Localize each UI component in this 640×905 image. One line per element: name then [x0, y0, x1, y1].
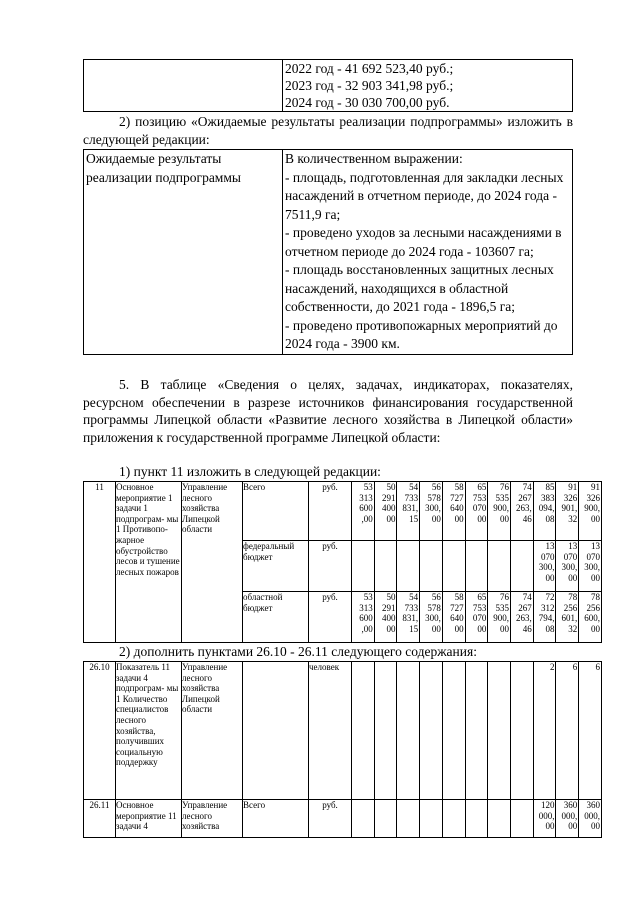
item11-src-2: областной бюджет	[243, 592, 309, 643]
value-cell	[397, 662, 420, 800]
value-cell: 360 000, 00	[579, 800, 602, 838]
value-cell	[465, 541, 488, 592]
item11-name: Основное мероприятие 1 задачи 1 подпрограм- мы 1 Противопо- жарное обустройство лесов и тушение лесных пожаров	[116, 482, 182, 643]
item2610-name: Показатель 11 задачи 4 подпрограм- мы 1 Количество специалистов лесного хозяйства, получивших социальную поддержку	[116, 662, 182, 800]
value-cell: 74 267 263, 46	[511, 482, 534, 541]
value-cell	[465, 800, 488, 838]
value-cell: 74 267 263, 46	[511, 592, 534, 643]
value-cell: 13 070 300, 00	[556, 541, 579, 592]
funding-table	[83, 59, 573, 112]
results-text-cell	[283, 150, 573, 355]
funding-line-2024: 2024 год - 30 030 700,00 руб.	[285, 95, 450, 110]
item2610-unit: человек	[309, 662, 352, 800]
item11-num: 11	[84, 482, 116, 643]
value-cell: 360 000, 00	[556, 800, 579, 838]
value-cell: 120 000, 00	[533, 800, 556, 838]
paragraph-5: 5. В таблице «Сведения о целях, задачах, индикаторах, показателях, ресурсном обеспечении в разрезе источников финансирования государственной программы Липецкой области «Развитие лесного хозяйства в Липецкой области» приложения к государственной программе Липецкой области:	[83, 377, 573, 445]
item11-src-1: федеральный бюджет	[243, 541, 309, 592]
paragraph-position: 2) позицию «Ожидаемые результаты реализации подпрограммы» изложить в следующей редакции:	[83, 114, 573, 147]
value-cell: 6	[579, 662, 602, 800]
item11-unit-0: руб.	[309, 482, 352, 541]
results-line-4: - проведено противопожарных мероприятий до 2024 года - 3900 км.	[285, 317, 558, 351]
item11-src-0: Всего	[243, 482, 309, 541]
value-cell	[488, 800, 511, 838]
value-cell: 65 753 070 00	[465, 592, 488, 643]
value-cell: 78 256 601, 32	[556, 592, 579, 643]
value-cell	[442, 541, 465, 592]
item2610-exec: Управление лесного хозяйства Липецкой области	[182, 662, 243, 800]
value-cell: 2	[533, 662, 556, 800]
value-cell	[488, 662, 511, 800]
item2611-exec: Управление лесного хозяйства	[182, 800, 243, 838]
item2610-src	[243, 662, 309, 800]
results-table	[83, 149, 573, 355]
value-cell	[374, 662, 397, 800]
value-cell	[465, 662, 488, 800]
spacer-cell	[602, 592, 603, 643]
value-cell: 54 733 831, 15	[397, 592, 420, 643]
value-cell	[488, 541, 511, 592]
value-cell: 58 727 640 00	[442, 592, 465, 643]
results-line-3: - площадь восстановленных защитных лесных насаждений, находящихся в областной собственности, до 2021 года - 1896,5 га;	[285, 262, 554, 314]
value-cell: 58 727 640 00	[442, 482, 465, 541]
value-cell: 91 326 900, 00	[579, 482, 602, 541]
value-cell	[420, 662, 443, 800]
items-26-table	[83, 661, 603, 838]
value-cell: 56 578 300, 00	[420, 482, 443, 541]
results-line-2: - проведено уходов за лесными насаждениями в отчетном периоде до 2024 года - 103607 га;	[285, 225, 562, 259]
item2611-name: Основное мероприятие 11 задачи 4	[116, 800, 182, 838]
value-cell: 72 312 794, 08	[533, 592, 556, 643]
spacer-cell	[602, 541, 603, 592]
results-label-cell: Ожидаемые результаты реализации подпрограммы	[84, 150, 283, 355]
item11-unit-2: руб.	[309, 592, 352, 643]
item2611-unit: руб.	[309, 800, 352, 838]
paragraph-item11: 1) пункт 11 изложить в следующей редакции:	[119, 464, 381, 479]
value-cell: 76 535 900, 00	[488, 482, 511, 541]
value-cell	[511, 662, 534, 800]
item11-table	[83, 481, 603, 643]
value-cell: 91 326 901, 32	[556, 482, 579, 541]
spacer-cell	[602, 800, 603, 838]
item2610-num: 26.10	[84, 662, 116, 800]
funding-label-cell	[84, 60, 283, 112]
funding-line-2022: 2022 год - 41 692 523,40 руб.;	[285, 61, 454, 76]
funding-lines-cell	[283, 60, 573, 112]
value-cell: 6	[556, 662, 579, 800]
value-cell	[442, 800, 465, 838]
item11-exec: Управление лесного хозяйства Липецкой области	[182, 482, 243, 643]
value-cell: 54 733 831, 15	[397, 482, 420, 541]
value-cell: 13 070 300, 00	[533, 541, 556, 592]
results-line-0: В количественном выражении:	[285, 151, 463, 166]
value-cell: 53 313 600 ,00	[352, 482, 375, 541]
value-cell: 78 256 600, 00	[579, 592, 602, 643]
results-line-1: - площадь, подготовленная для закладки лесных насаждений в отчетном периоде, до 2024 года - 7511,9 га;	[285, 169, 564, 222]
funding-line-2023: 2023 год - 32 903 341,98 руб.;	[285, 78, 454, 93]
value-cell: 50 291 400 00	[374, 592, 397, 643]
paragraph-add-items: 2) дополнить пунктами 26.10 - 26.11 следующего содержания:	[119, 644, 477, 659]
value-cell: 13 070 300, 00	[579, 541, 602, 592]
value-cell	[442, 662, 465, 800]
value-cell	[420, 800, 443, 838]
value-cell: 56 578 300, 00	[420, 592, 443, 643]
value-cell: 85 383 094, 08	[533, 482, 556, 541]
item2611-src: Всего	[243, 800, 309, 838]
value-cell	[420, 541, 443, 592]
value-cell	[352, 800, 375, 838]
value-cell: 50 291 400 00	[374, 482, 397, 541]
value-cell	[511, 800, 534, 838]
value-cell	[397, 541, 420, 592]
value-cell	[374, 541, 397, 592]
value-cell	[374, 800, 397, 838]
item11-unit-1: руб.	[309, 541, 352, 592]
spacer-cell	[602, 662, 603, 800]
value-cell: 65 753 070 00	[465, 482, 488, 541]
value-cell	[511, 541, 534, 592]
item2611-num: 26.11	[84, 800, 116, 838]
value-cell	[352, 541, 375, 592]
value-cell: 76 535 900, 00	[488, 592, 511, 643]
spacer-cell	[602, 482, 603, 541]
value-cell	[397, 800, 420, 838]
value-cell: 53 313 600 ,00	[352, 592, 375, 643]
value-cell	[352, 662, 375, 800]
